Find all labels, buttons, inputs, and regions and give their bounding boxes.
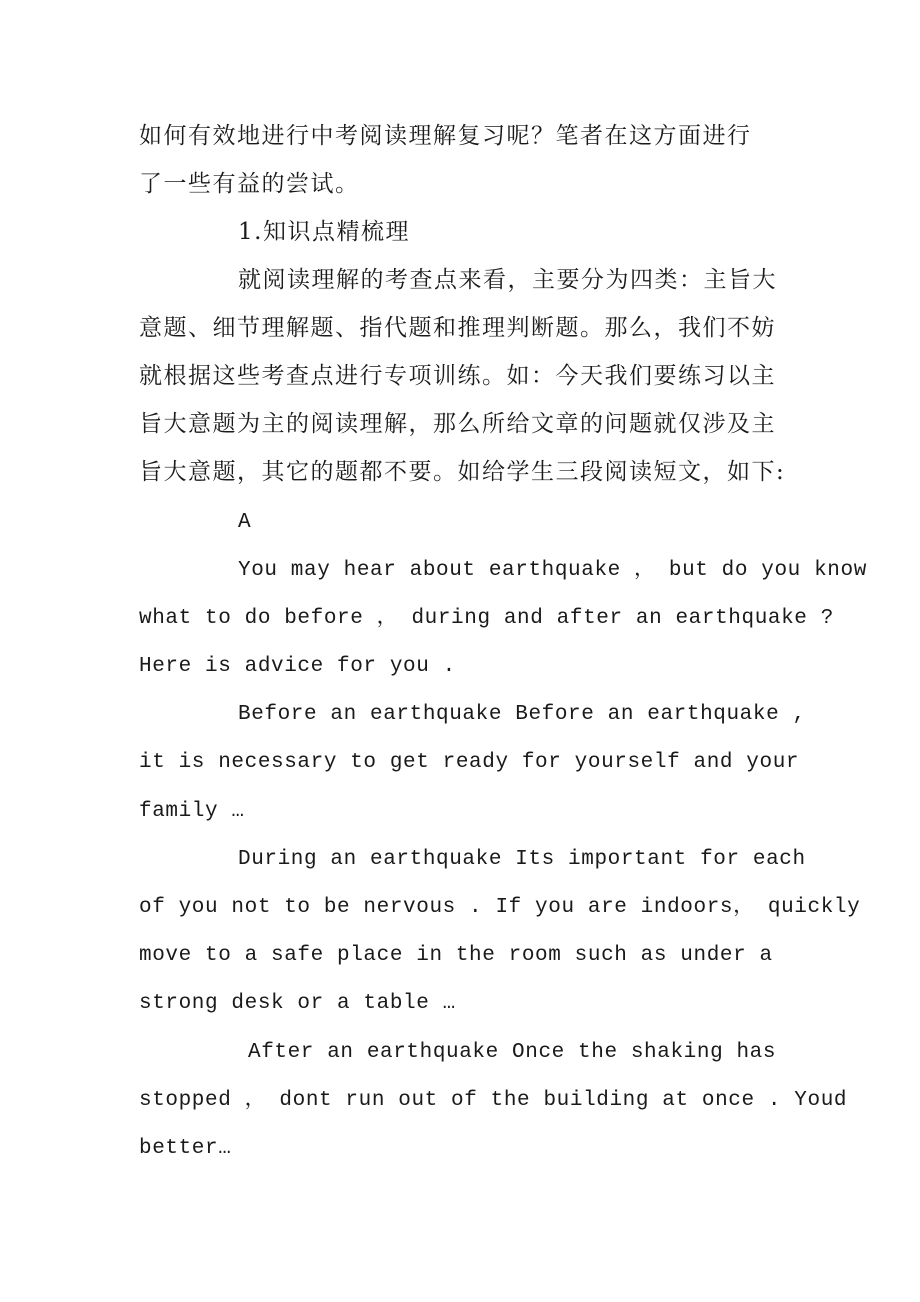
passage-line-6: family …	[139, 800, 245, 823]
text-line-2: 了一些有益的尝试。	[139, 171, 360, 197]
text-line-7: 旨大意题为主的阅读理解，那么所给文章的问题就仅涉及主	[139, 411, 776, 437]
passage-line-2: what to do before ， during and after an earthquake ?	[139, 607, 834, 630]
passage-line-10: strong desk or a table …	[139, 992, 456, 1015]
passage-line-7: During an earthquake Its important for each	[238, 848, 806, 871]
section-heading: 1.知识点精梳理	[238, 219, 410, 245]
passage-line-4: Before an earthquake Before an earthquake ,	[238, 703, 806, 726]
passage-line-11: After an earthquake Once the shaking has	[248, 1041, 777, 1064]
passage-line-1: You may hear about earthquake ， but do you know	[238, 559, 867, 582]
passage-line-3: Here is advice for you .	[139, 655, 456, 678]
passage-label: A	[238, 511, 252, 534]
passage-line-8: of you not to be nervous . If you are indoors， quickly	[139, 896, 861, 919]
text-line-8: 旨大意题，其它的题都不要。如给学生三段阅读短文，如下:	[139, 459, 786, 485]
text-line-6: 就根据这些考查点进行专项训练。如：今天我们要练习以主	[139, 363, 776, 389]
passage-line-12: stopped ， dont run out of the building at once . Youd	[139, 1089, 848, 1112]
passage-line-5: it is necessary to get ready for yourself and your	[139, 751, 800, 774]
passage-line-13: better…	[139, 1137, 232, 1160]
passage-line-9: move to a safe place in the room such as under a	[139, 944, 773, 967]
text-line-5: 意题、细节理解题、指代题和推理判断题。那么，我们不妨	[139, 315, 776, 341]
text-line-1: 如何有效地进行中考阅读理解复习呢？笔者在这方面进行	[139, 123, 752, 149]
text-line-4: 就阅读理解的考查点来看，主要分为四类：主旨大	[238, 267, 777, 293]
